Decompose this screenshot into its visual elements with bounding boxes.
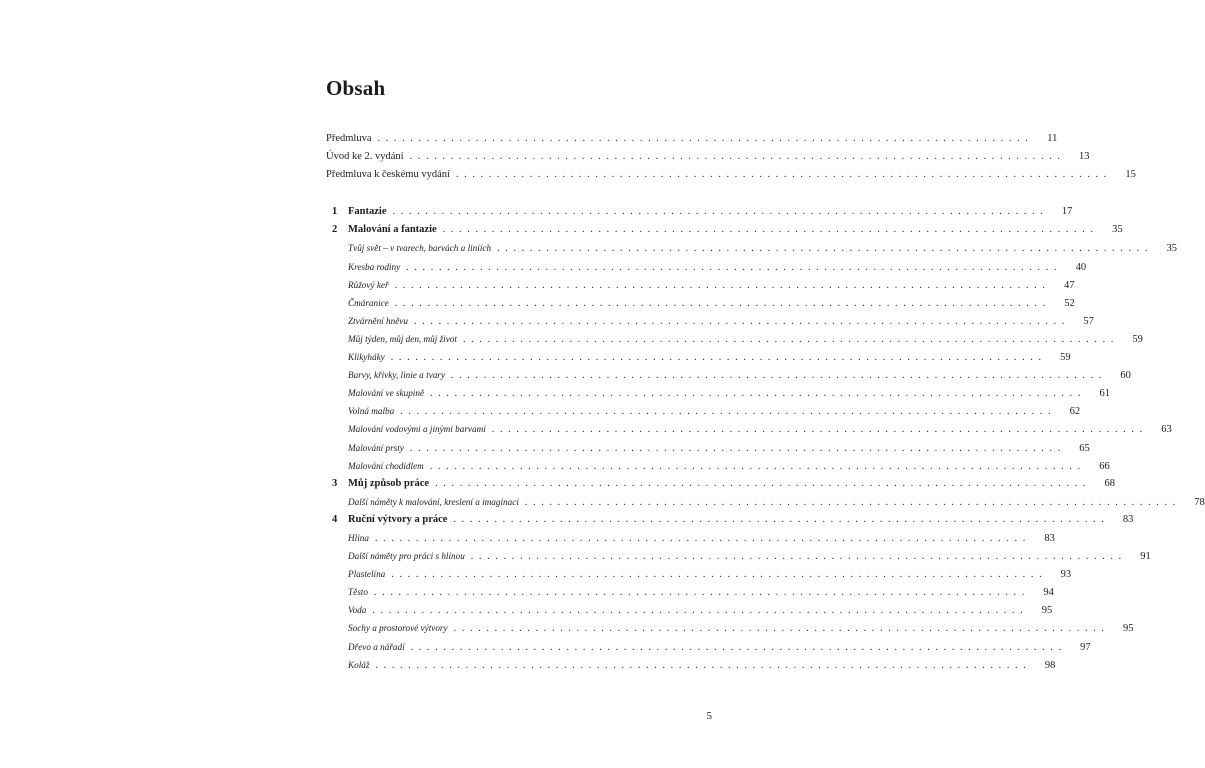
toc-section-title: Těsto [348,587,368,598]
dot-leader: . . . . . . . . . . . . . . . . . . . . . . . . . . . . . . . . . . . . . . . . . . . . . . . . . . . . . . . . . . . . . . . . . . . . . . . . . . . . . . . . [375,659,1028,671]
toc-entry-page: 83 [1122,513,1134,525]
toc-section[interactable] [326,601,1053,619]
toc-entry-page: 91 [1140,551,1151,563]
dot-leader: . . . . . . . . . . . . . . . . . . . . . . . . . . . . . . . . . . . . . . . . . . . . . . . . . . . . . . . . . . . . . . . . . . . . . . . . . . . . . . . . [374,532,1027,544]
toc-chapter[interactable] [326,475,1115,493]
toc-section[interactable] [326,294,1075,312]
toc-section[interactable] [326,239,1177,257]
toc-section[interactable] [326,258,1087,276]
toc-section-title: Malování ve skupině [348,388,425,399]
toc-section[interactable] [326,638,1091,656]
toc-section[interactable] [326,330,1143,348]
toc-entry-page: 60 [1120,370,1131,382]
toc-section[interactable] [326,384,1110,402]
toc-entry-page: 63 [1161,424,1172,436]
toc-section-title: Voda [348,605,367,616]
toc-chapter[interactable] [326,203,1073,221]
dot-leader: . . . . . . . . . . . . . . . . . . . . . . . . . . . . . . . . . . . . . . . . . . . . . . . . . . . . . . . . . . . . . . . . . . . . . . . . . . . . . . . . [491,424,1144,436]
toc-chapter[interactable] [326,221,1123,239]
toc-chapter[interactable] [326,511,1134,529]
dot-leader: . . . . . . . . . . . . . . . . . . . . . . . . . . . . . . . . . . . . . . . . . . . . . . . . . . . . . . . . . . . . . . . . . . . . . . . . . . . . . . . . [394,297,1047,309]
toc-entry-page: 61 [1099,388,1110,400]
toc-section[interactable] [326,547,1151,565]
toc-chapter-title: Malování a fantazie [348,224,437,236]
chapter-number: 4 [332,513,338,525]
dot-leader: . . . . . . . . . . . . . . . . . . . . . . . . . . . . . . . . . . . . . . . . . . . . . . . . . . . . . . . . . . . . . . . . . . . . . . . . . . . . . . . . [400,406,1053,418]
toc-section-title: Koláž [348,659,370,670]
toc-section[interactable] [326,529,1055,547]
toc-section-title: Malování chodidlem [348,460,424,471]
dot-leader: . . . . . . . . . . . . . . . . . . . . . . . . . . . . . . . . . . . . . . . . . . . . . . . . . . . . . . . . . . . . . . . . . . . . . . . . . . . . . . . . [455,169,1108,181]
toc-section[interactable] [326,439,1090,457]
toc-section[interactable] [326,457,1110,475]
dot-leader: . . . . . . . . . . . . . . . . . . . . . . . . . . . . . . . . . . . . . . . . . . . . . . . . . . . . . . . . . . . . . . . . . . . . . . . . . . . . . . . . [394,279,1047,291]
page-title: Obsah [326,76,386,100]
dot-leader: . . . . . . . . . . . . . . . . . . . . . . . . . . . . . . . . . . . . . . . . . . . . . . . . . . . . . . . . . . . . . . . . . . . . . . . . . . . . . . . . [435,477,1087,489]
dot-leader: . . . . . . . . . . . . . . . . . . . . . . . . . . . . . . . . . . . . . . . . . . . . . . . . . . . . . . . . . . . . . . . . . . . . . . . . . . . . . . . . [390,352,1043,364]
toc-section-title: Ztvárnění hněvu [348,315,408,326]
chapter-number: 2 [332,224,338,236]
toc-entry-page: 93 [1060,569,1072,581]
toc-entry-preface[interactable] [326,130,1058,148]
dot-leader: . . . . . . . . . . . . . . . . . . . . . . . . . . . . . . . . . . . . . . . . . . . . . . . . . . . . . . . . . . . . . . . . . . . . . . . . . . . . . . . . [409,151,1062,163]
dot-leader: . . . . . . . . . . . . . . . . . . . . . . . . . . . . . . . . . . . . . . . . . . . . . . . . . . . . . . . . . . . . . . . . . . . . . . . . . . . . . . . . [406,261,1059,273]
dot-leader: . . . . . . . . . . . . . . . . . . . . . . . . . . . . . . . . . . . . . . . . . . . . . . . . . . . . . . . . . . . . . . . . . . . . . . . . . . . . . . . . [430,388,1082,400]
toc-entry-title: Předmluva [326,133,372,144]
dot-leader: . . . . . . . . . . . . . . . . . . . . . . . . . . . . . . . . . . . . . . . . . . . . . . . . . . . . . . . . . . . . . . . . . . . . . . . . . . . . . . . . [391,569,1044,581]
toc-entry-page: 66 [1099,460,1110,472]
toc-entry-page: 57 [1083,315,1094,327]
toc-section-title: Sochy a prostorové výtvory [348,623,448,634]
chapter-number: 1 [332,206,338,218]
toc-section-title: Volná malba [348,406,395,417]
toc-section-title: Hlína [348,532,369,543]
toc-section-title: Růžový keř [348,279,389,290]
dot-leader: . . . . . . . . . . . . . . . . . . . . . . . . . . . . . . . . . . . . . . . . . . . . . . . . . . . . . . . . . . . . . . . . . . . . . . . . . . . . . . . . [372,605,1025,617]
toc-entry-page: 83 [1044,532,1055,544]
toc-section[interactable] [326,656,1056,674]
toc-entry-page: 35 [1166,243,1177,255]
toc-entry-page: 40 [1075,261,1087,273]
toc-entry-title: Úvod ke 2. vydání [326,151,404,163]
toc-section[interactable] [326,402,1081,420]
dot-leader: . . . . . . . . . . . . . . . . . . . . . . . . . . . . . . . . . . . . . . . . . . . . . . . . . . . . . . . . . . . . . . . . . . . . . . . . . . . . . . . . [497,243,1149,255]
toc-entry-page: 98 [1044,659,1056,671]
toc-section[interactable] [326,348,1071,366]
toc-entry-page: 13 [1078,151,1090,163]
toc-section-title: Kresba rodiny [348,261,401,272]
toc-section[interactable] [326,583,1054,601]
toc-entry-page: 68 [1104,477,1115,489]
toc-entry-page: 65 [1079,442,1090,454]
dot-leader: . . . . . . . . . . . . . . . . . . . . . . . . . . . . . . . . . . . . . . . . . . . . . . . . . . . . . . . . . . . . . . . . . . . . . . . . . . . . . . . . [453,623,1106,635]
toc-entry-page: 35 [1112,224,1123,236]
dot-leader: . . . . . . . . . . . . . . . . . . . . . . . . . . . . . . . . . . . . . . . . . . . . . . . . . . . . . . . . . . . . . . . . . . . . . . . . . . . . . . . . [392,206,1045,218]
toc-chapter-title: Fantazie [348,206,387,218]
toc-entry-page: 95 [1123,623,1134,635]
toc-section-title: Plastelína [348,569,386,580]
toc-entry-page: 52 [1064,297,1075,309]
dot-leader: . . . . . . . . . . . . . . . . . . . . . . . . . . . . . . . . . . . . . . . . . . . . . . . . . . . . . . . . . . . . . . . . . . . . . . . . . . . . . . . . [442,224,1095,236]
toc-entry-page: 95 [1041,605,1053,617]
dot-leader: . . . . . . . . . . . . . . . . . . . . . . . . . . . . . . . . . . . . . . . . . . . . . . . . . . . . . . . . . . . . . . . . . . . . . . . . . . . . . . . . [470,551,1123,563]
toc-section-title: Malování vodovými a jinými barvami [348,424,486,435]
toc-entry-preface[interactable] [326,148,1090,166]
dot-leader: . . . . . . . . . . . . . . . . . . . . . . . . . . . . . . . . . . . . . . . . . . . . . . . . . . . . . . . . . . . . . . . . . . . . . . . . . . . . . . . . [453,513,1106,525]
dot-leader: . . . . . . . . . . . . . . . . . . . . . . . . . . . . . . . . . . . . . . . . . . . . . . . . . . . . . . . . . . . . . . . . . . . . . . . . . . . . . . . . [524,496,1177,508]
toc-section-title: Klikyháky [348,352,385,363]
toc-chapter-title: Můj způsob práce [348,477,430,489]
toc-entry-page: 47 [1063,279,1075,291]
dot-leader: . . . . . . . . . . . . . . . . . . . . . . . . . . . . . . . . . . . . . . . . . . . . . . . . . . . . . . . . . . . . . . . . . . . . . . . . . . . . . . . . [373,587,1026,599]
toc-section-title: Můj týden, můj den, můj život [348,333,457,344]
toc-section[interactable] [326,366,1131,384]
toc-section-title: Čmáranice [348,297,389,308]
dot-leader: . . . . . . . . . . . . . . . . . . . . . . . . . . . . . . . . . . . . . . . . . . . . . . . . . . . . . . . . . . . . . . . . . . . . . . . . . . . . . . . . [409,442,1062,454]
toc-section[interactable] [326,276,1075,294]
dot-leader: . . . . . . . . . . . . . . . . . . . . . . . . . . . . . . . . . . . . . . . . . . . . . . . . . . . . . . . . . . . . . . . . . . . . . . . . . . . . . . . . [462,333,1115,345]
dot-leader: . . . . . . . . . . . . . . . . . . . . . . . . . . . . . . . . . . . . . . . . . . . . . . . . . . . . . . . . . . . . . . . . . . . . . . . . . . . . . . . . [429,460,1082,472]
toc-section[interactable] [326,420,1172,438]
dot-leader: . . . . . . . . . . . . . . . . . . . . . . . . . . . . . . . . . . . . . . . . . . . . . . . . . . . . . . . . . . . . . . . . . . . . . . . . . . . . . . . . [410,641,1063,653]
toc-section-title: Další náměty pro práci s hlínou [348,551,465,562]
toc-entry-page: 59 [1132,333,1143,345]
toc-section-title: Dřevo a nářadí [348,641,405,652]
toc-section[interactable] [326,493,1205,511]
toc-entry-page: 97 [1080,641,1091,653]
dot-leader: . . . . . . . . . . . . . . . . . . . . . . . . . . . . . . . . . . . . . . . . . . . . . . . . . . . . . . . . . . . . . . . . . . . . . . . . . . . . . . . . [377,133,1030,144]
toc-entry-page: 15 [1125,169,1136,181]
toc-section[interactable] [326,312,1094,330]
toc-entry-page: 94 [1043,587,1054,599]
toc-section[interactable] [326,619,1134,637]
toc-section-title: Další náměty k malování, kreslení a imaginaci [348,496,519,507]
table-of-contents [326,130,1205,674]
toc-entry-title: Předmluva k českému vydání [326,169,450,181]
toc-entry-page: 62 [1069,406,1081,418]
dot-leader: . . . . . . . . . . . . . . . . . . . . . . . . . . . . . . . . . . . . . . . . . . . . . . . . . . . . . . . . . . . . . . . . . . . . . . . . . . . . . . . . [450,370,1103,382]
chapter-number: 3 [332,477,338,489]
toc-section-title: Malování prsty [348,442,404,453]
page-number: 5 [706,710,712,722]
toc-entry-page: 78 [1194,496,1205,508]
toc-section-title: Tvůj svět – v tvarech, barvách a liniích [348,243,492,254]
toc-section-title: Barvy, křivky, linie a tvary [348,370,445,381]
toc-entry-page: 11 [1047,133,1058,144]
toc-chapter-title: Ruční výtvory a práce [348,513,448,525]
toc-section[interactable] [326,565,1072,583]
spacer [326,184,710,203]
toc-entry-page: 59 [1060,352,1071,364]
toc-entry-preface[interactable] [326,166,1136,184]
dot-leader: . . . . . . . . . . . . . . . . . . . . . . . . . . . . . . . . . . . . . . . . . . . . . . . . . . . . . . . . . . . . . . . . . . . . . . . . . . . . . . . . [413,315,1066,327]
toc-entry-page: 17 [1061,206,1073,218]
